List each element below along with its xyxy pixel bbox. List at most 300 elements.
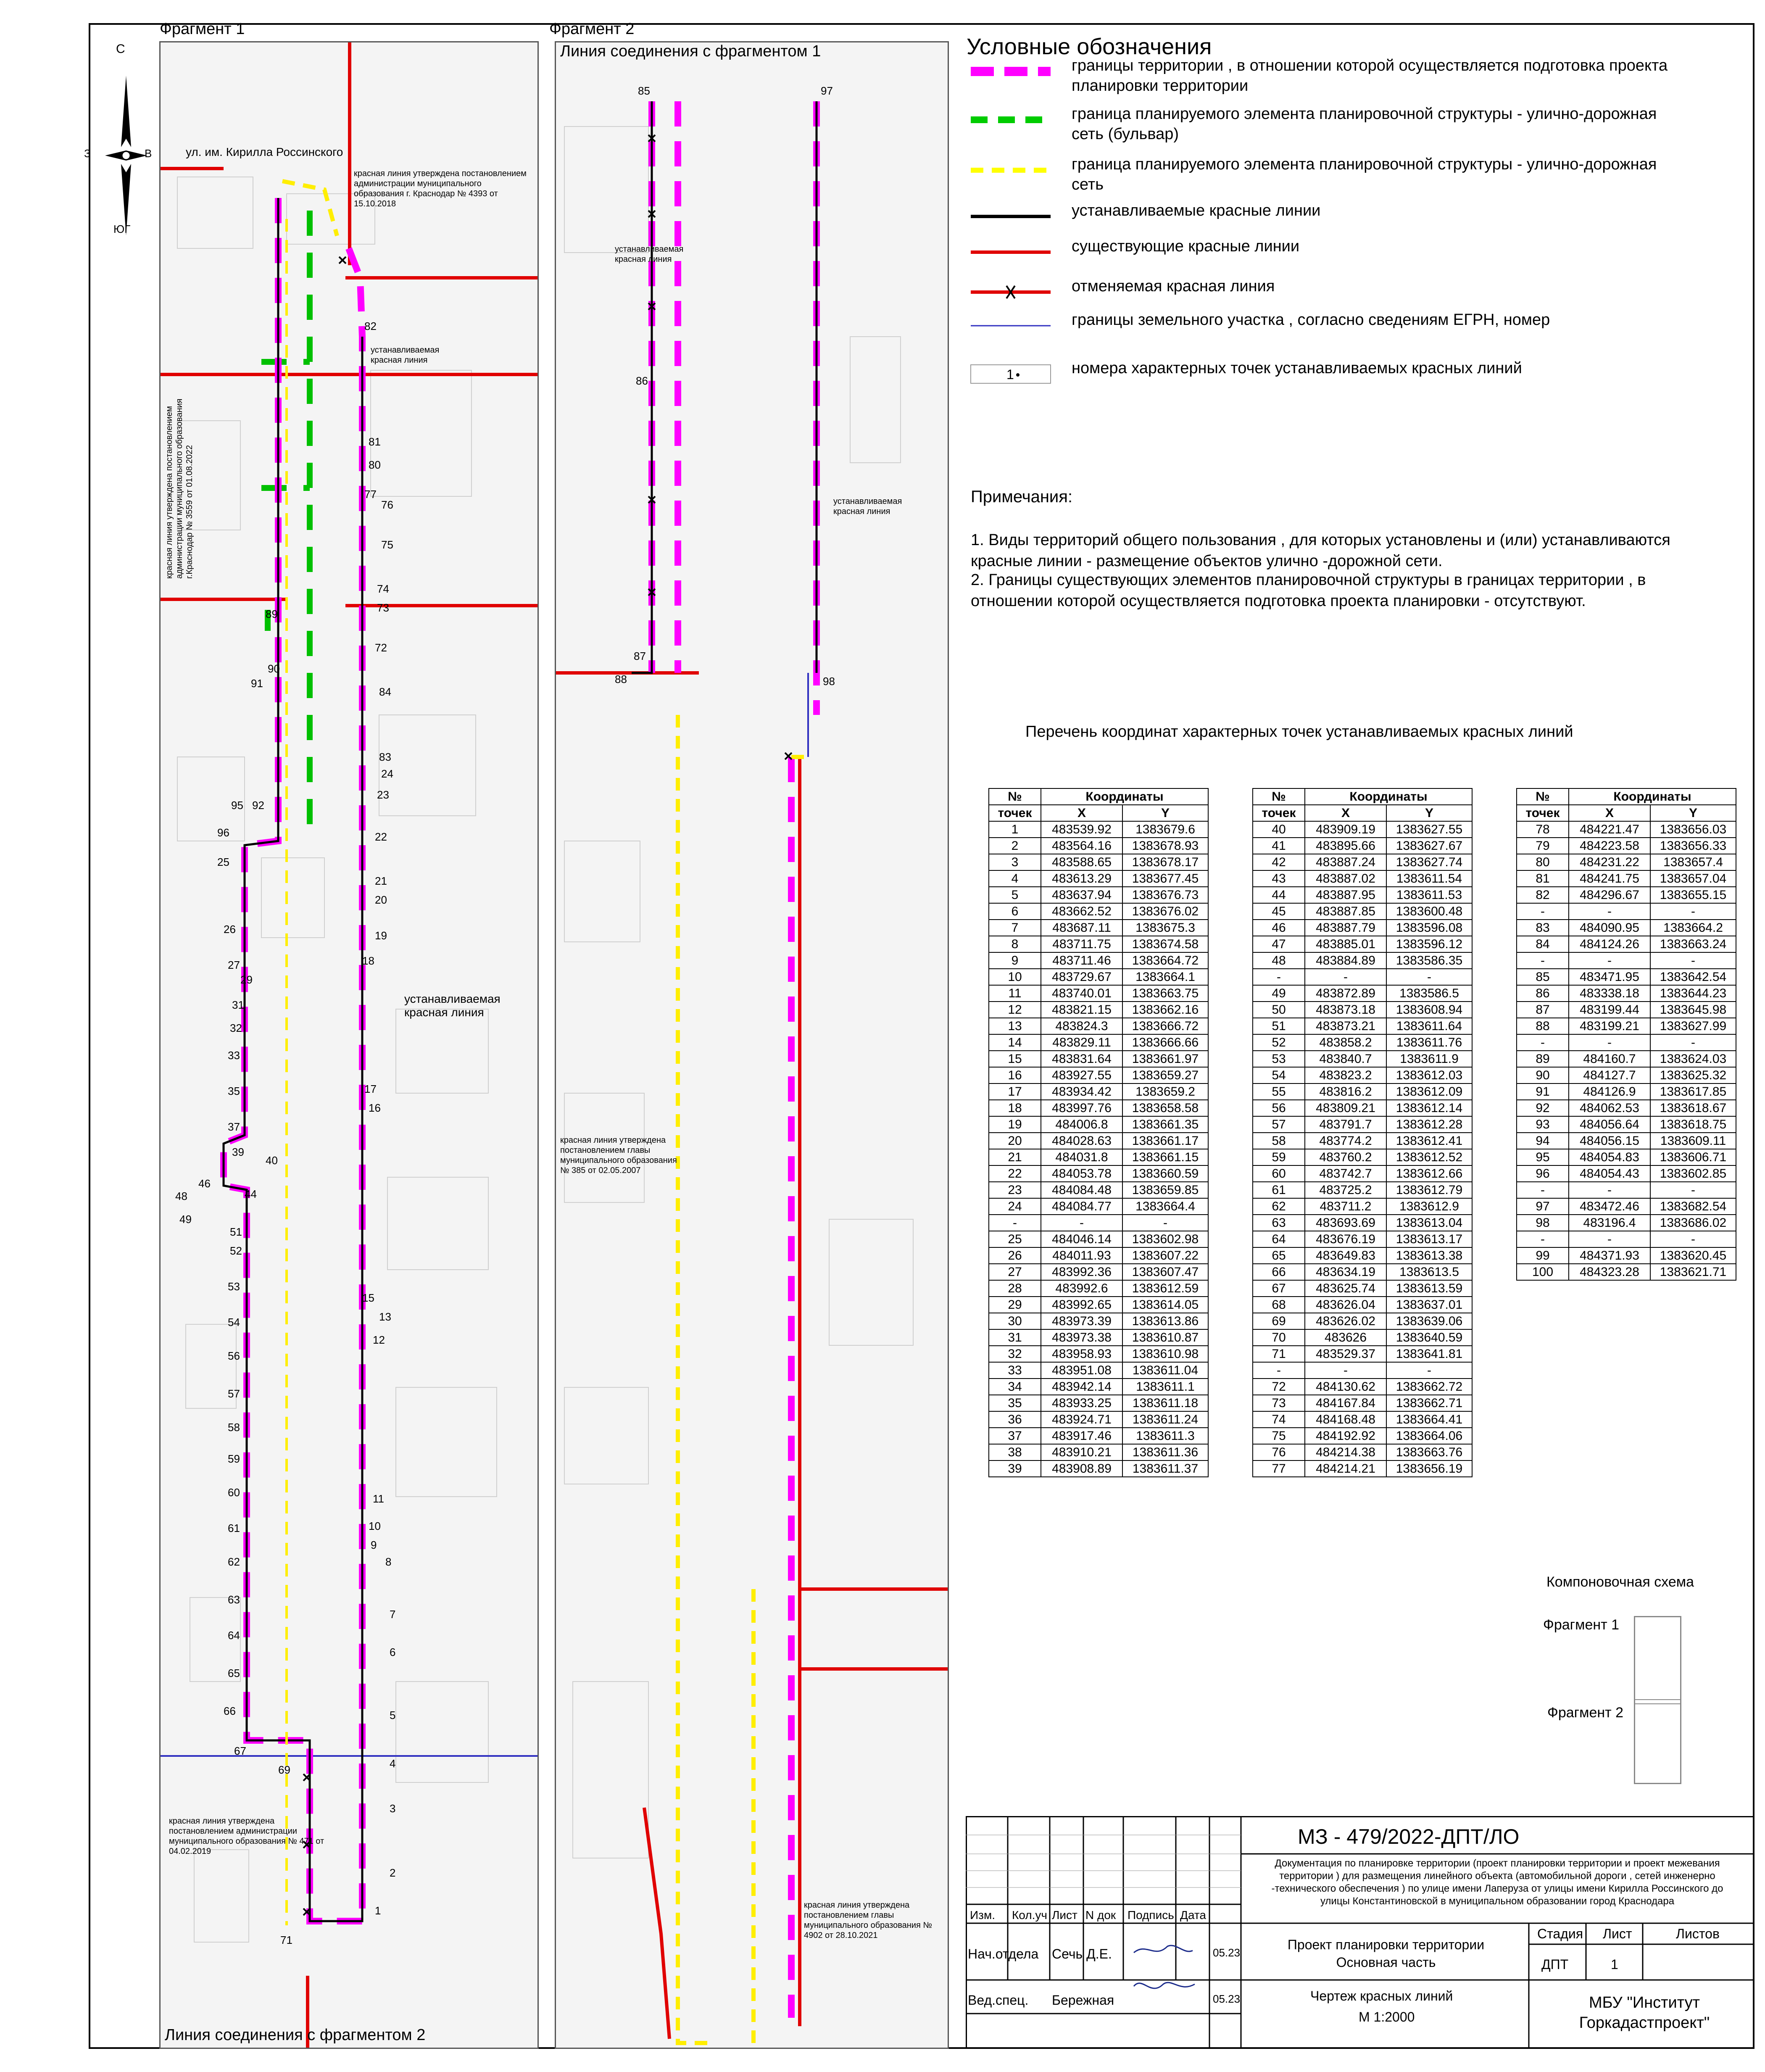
point-label-46: 46 <box>198 1177 211 1190</box>
point-num: 90 <box>1517 1067 1569 1083</box>
point-num: - <box>989 1215 1041 1231</box>
point-label-56: 56 <box>228 1350 240 1362</box>
coords-subheader-row <box>1253 805 1472 821</box>
coord-x: 483924.71 <box>1041 1411 1122 1428</box>
point-num: 77 <box>1253 1460 1305 1477</box>
point-num: 69 <box>1253 1313 1305 1329</box>
point-label-40: 40 <box>266 1154 278 1167</box>
fragment2-installed-label-1: устанавливаемая красная линия <box>615 245 684 264</box>
point-num: 93 <box>1517 1116 1569 1133</box>
coord-x: 483858.2 <box>1305 1034 1386 1051</box>
legend-text-5: существующие красные линии <box>1072 237 1300 255</box>
project-title: Проект планировки территории Основная часть <box>1287 1937 1485 1970</box>
fragment2-installed-label-2: устанавливаемая красная линия <box>833 497 902 516</box>
coord-x: 483687.11 <box>1041 920 1122 936</box>
coord-x: 483908.89 <box>1041 1460 1122 1477</box>
coord-y: 1383664.72 <box>1122 952 1208 969</box>
point-num: 96 <box>1517 1165 1569 1182</box>
point-label-98: 98 <box>823 675 835 688</box>
name-spec: Бережная <box>1052 1993 1114 2008</box>
coord-x: 484371.93 <box>1569 1247 1650 1264</box>
coord-y: 1383611.76 <box>1386 1034 1472 1051</box>
point-num: 97 <box>1517 1198 1569 1215</box>
point-num: 34 <box>989 1379 1041 1395</box>
coord-x: 484192.92 <box>1305 1428 1386 1444</box>
coord-y: 1383611.9 <box>1386 1051 1472 1067</box>
table-row <box>1253 821 1472 838</box>
point-label-84: 84 <box>379 685 391 698</box>
col-num2: точек <box>989 805 1041 821</box>
point-label-53: 53 <box>228 1280 240 1293</box>
coord-x: 483840.7 <box>1305 1051 1386 1067</box>
coord-x: - <box>1305 969 1386 985</box>
point-label-83: 83 <box>379 751 391 763</box>
coord-y: 1383613.17 <box>1386 1231 1472 1247</box>
coord-x: 483823.2 <box>1305 1067 1386 1083</box>
coord-x: 484221.47 <box>1569 821 1650 838</box>
legend-text-1: границы территории , в отношении которой осуществляется подготовка проекта планировки территории <box>1072 57 1668 95</box>
point-label-32: 32 <box>230 1022 242 1034</box>
coord-y: 1383612.52 <box>1386 1149 1472 1165</box>
coord-y: 1383586.35 <box>1386 952 1472 969</box>
table-row <box>989 1149 1208 1165</box>
stage-header: Стадия <box>1537 1926 1583 1941</box>
coord-y: 1383608.94 <box>1386 1002 1472 1018</box>
table-row <box>1253 1182 1472 1198</box>
coord-y: 1383656.33 <box>1650 838 1736 854</box>
point-num: 9 <box>989 952 1041 969</box>
table-row <box>1517 1133 1736 1149</box>
point-num: 23 <box>989 1182 1041 1198</box>
point-label-52: 52 <box>230 1244 242 1257</box>
fragment1-installed-label-2: устанавливаемая красная линия <box>404 992 501 1019</box>
coords-header-row <box>989 788 1208 805</box>
point-label-67: 67 <box>234 1745 246 1757</box>
point-num: 13 <box>989 1018 1041 1034</box>
coord-y: 1383663.76 <box>1386 1444 1472 1460</box>
table-row <box>989 936 1208 952</box>
point-num: 86 <box>1517 985 1569 1002</box>
point-num: 65 <box>1253 1247 1305 1264</box>
coord-x: 484167.84 <box>1305 1395 1386 1411</box>
point-num: 27 <box>989 1264 1041 1280</box>
coord-x: 483973.39 <box>1041 1313 1122 1329</box>
coord-y: 1383611.18 <box>1122 1395 1208 1411</box>
point-num: 66 <box>1253 1264 1305 1280</box>
coord-x: 483676.19 <box>1305 1231 1386 1247</box>
table-row <box>989 1362 1208 1379</box>
point-num: 10 <box>989 969 1041 985</box>
coord-x: 484323.28 <box>1569 1264 1650 1280</box>
coord-y: 1383664.1 <box>1122 969 1208 985</box>
coord-y: 1383607.47 <box>1122 1264 1208 1280</box>
coord-y: 1383666.66 <box>1122 1034 1208 1051</box>
coord-x: - <box>1305 1362 1386 1379</box>
point-label-20: 20 <box>375 894 387 906</box>
coords-table-2 <box>1252 788 1473 1477</box>
coord-x: 483895.66 <box>1305 838 1386 854</box>
point-num: 75 <box>1253 1428 1305 1444</box>
compass-south: ЮГ <box>113 223 131 235</box>
point-label-82: 82 <box>364 320 377 332</box>
coord-y: 1383664.4 <box>1122 1198 1208 1215</box>
point-num: 16 <box>989 1067 1041 1083</box>
coord-y: 1383656.19 <box>1386 1460 1472 1477</box>
point-label-61: 61 <box>228 1522 240 1534</box>
table-row <box>989 1116 1208 1133</box>
coord-y: 1383614.05 <box>1122 1297 1208 1313</box>
coord-x: 483199.21 <box>1569 1018 1650 1034</box>
point-num: 24 <box>989 1198 1041 1215</box>
fragment2-note-bottom: красная линия утверждена постановлением главы муниципального образования № 4902 от 28.10.2021 <box>804 1901 932 1940</box>
point-label-60: 60 <box>228 1486 240 1499</box>
coord-x: 483529.37 <box>1305 1346 1386 1362</box>
point-num: 54 <box>1253 1067 1305 1083</box>
point-num: 6 <box>989 903 1041 920</box>
table-row <box>1517 854 1736 870</box>
table-row <box>989 1264 1208 1280</box>
coord-x: 483588.65 <box>1041 854 1122 870</box>
coord-y: 1383612.14 <box>1386 1100 1472 1116</box>
table-row <box>1253 920 1472 936</box>
point-label-3: 3 <box>390 1802 396 1815</box>
point-num: 79 <box>1517 838 1569 854</box>
point-label-29: 29 <box>240 973 253 986</box>
coord-x: 483910.21 <box>1041 1444 1122 1460</box>
coord-y: 1383611.1 <box>1122 1379 1208 1395</box>
coord-y: 1383656.03 <box>1650 821 1736 838</box>
point-num: 52 <box>1253 1034 1305 1051</box>
table-row <box>1517 1051 1736 1067</box>
table-row <box>1253 903 1472 920</box>
point-label-89: 89 <box>266 608 278 620</box>
point-num: 42 <box>1253 854 1305 870</box>
table-row <box>1253 1362 1472 1379</box>
table-row <box>1517 1165 1736 1182</box>
point-num: 78 <box>1517 821 1569 838</box>
table-row <box>1253 1264 1472 1280</box>
point-num: 35 <box>989 1395 1041 1411</box>
compass-north: С <box>116 42 125 56</box>
legend-symbol-4 <box>967 204 1055 229</box>
point-num: 38 <box>989 1444 1041 1460</box>
point-num: 80 <box>1517 854 1569 870</box>
point-num: 30 <box>989 1313 1041 1329</box>
table-row <box>989 1100 1208 1116</box>
legend-text-8: номера характерных точек устанавливаемых красных линий <box>1072 359 1522 377</box>
point-num: 49 <box>1253 985 1305 1002</box>
coord-y: 1383610.87 <box>1122 1329 1208 1346</box>
drawing-title: Чертеж красных линий <box>1310 1988 1453 2003</box>
col-num: № <box>1517 788 1569 805</box>
point-label-62: 62 <box>228 1555 240 1568</box>
point-num: 33 <box>989 1362 1041 1379</box>
point-label-12: 12 <box>373 1334 385 1346</box>
table-row <box>1517 1034 1736 1051</box>
point-label-4: 4 <box>390 1757 396 1770</box>
table-row <box>1253 1198 1472 1215</box>
fragment1-note-left: красная линия утверждена постановлением администрации муниципального образования г.Краснодар № 3559 от 01.08.2022 <box>165 398 194 579</box>
table-row <box>1253 1100 1472 1116</box>
coord-x: 483196.4 <box>1569 1215 1650 1231</box>
point-label-1: 1 <box>375 1904 381 1917</box>
table-row <box>1253 887 1472 903</box>
point-num: 12 <box>989 1002 1041 1018</box>
coord-y: 1383664.2 <box>1650 920 1736 936</box>
table-row <box>1517 1182 1736 1198</box>
point-label-23: 23 <box>377 788 389 801</box>
coord-x: - <box>1041 1215 1122 1231</box>
fragment2-title: Фрагмент 2 <box>549 20 635 38</box>
coord-x: 483637.94 <box>1041 887 1122 903</box>
point-label-37: 37 <box>228 1120 240 1133</box>
point-num: 76 <box>1253 1444 1305 1460</box>
coord-x: 483199.44 <box>1569 1002 1650 1018</box>
fragment2-map <box>555 41 949 2049</box>
coord-x: - <box>1569 952 1650 969</box>
fragment1-installed-label-1: устанавливаемая красная линия <box>371 345 440 365</box>
table-row <box>1253 1165 1472 1182</box>
coord-x: 484054.83 <box>1569 1149 1650 1165</box>
coord-x: 483774.2 <box>1305 1133 1386 1149</box>
coord-y: 1383620.45 <box>1650 1247 1736 1264</box>
point-num: 36 <box>989 1411 1041 1428</box>
point-num: - <box>1253 1362 1305 1379</box>
table-row <box>989 1165 1208 1182</box>
coord-x: 483824.3 <box>1041 1018 1122 1034</box>
coord-y: - <box>1650 1231 1736 1247</box>
table-row <box>1517 1002 1736 1018</box>
table-row <box>989 1313 1208 1329</box>
table-row <box>989 1002 1208 1018</box>
coord-y: 1383645.98 <box>1650 1002 1736 1018</box>
compass <box>84 42 152 240</box>
coord-y: 1383655.15 <box>1650 887 1736 903</box>
coord-y: 1383612.41 <box>1386 1133 1472 1149</box>
table-row <box>1517 1067 1736 1083</box>
table-row <box>1253 952 1472 969</box>
legend-symbol-2 <box>967 107 1055 132</box>
point-label-26: 26 <box>224 923 236 936</box>
point-label-71: 71 <box>280 1934 292 1946</box>
coord-x: 483626.04 <box>1305 1297 1386 1313</box>
table-row <box>1517 952 1736 969</box>
table-row <box>1253 1051 1472 1067</box>
coord-y: 1383609.11 <box>1650 1133 1736 1149</box>
coord-y: 1383606.71 <box>1650 1149 1736 1165</box>
col-x: X <box>1305 805 1386 821</box>
sheets-header: Листов <box>1676 1926 1720 1941</box>
coord-y: - <box>1650 952 1736 969</box>
coords-header-row <box>1253 788 1472 805</box>
legend-symbol-8 <box>967 361 1055 387</box>
point-num: 8 <box>989 936 1041 952</box>
coord-y: 1383641.81 <box>1386 1346 1472 1362</box>
legend-text-3: граница планируемого элемента планировочной структуры - улично-дорожная сеть <box>1072 156 1657 193</box>
coord-y: 1383586.5 <box>1386 985 1472 1002</box>
point-label-91: 91 <box>251 677 263 690</box>
table-row <box>1517 1018 1736 1034</box>
point-num: 28 <box>989 1280 1041 1297</box>
point-num: 82 <box>1517 887 1569 903</box>
point-label-25: 25 <box>217 856 229 868</box>
coord-y: 1383621.71 <box>1650 1264 1736 1280</box>
point-num: 71 <box>1253 1346 1305 1362</box>
coord-x: 484214.38 <box>1305 1444 1386 1460</box>
stamp-header-1: Изм. <box>970 1909 995 1922</box>
point-label-63: 63 <box>228 1593 240 1606</box>
coord-x: 484127.7 <box>1569 1067 1650 1083</box>
point-label-39: 39 <box>232 1146 244 1158</box>
table-row <box>1517 969 1736 985</box>
coord-y: 1383602.85 <box>1650 1165 1736 1182</box>
table-row <box>989 969 1208 985</box>
fragment1-map-svg <box>161 42 539 2049</box>
point-label-16: 16 <box>369 1102 381 1114</box>
point-num: 11 <box>989 985 1041 1002</box>
svg-text:1: 1 <box>1006 367 1014 382</box>
coord-y: 1383644.23 <box>1650 985 1736 1002</box>
coord-x: 483934.42 <box>1041 1083 1122 1100</box>
coords-table-1 <box>988 788 1209 1477</box>
coord-y: 1383624.03 <box>1650 1051 1736 1067</box>
coord-x: 484214.21 <box>1305 1460 1386 1477</box>
col-num: № <box>989 788 1041 805</box>
point-num: - <box>1517 952 1569 969</box>
point-label-92: 92 <box>252 799 264 812</box>
coord-y: 1383627.74 <box>1386 854 1472 870</box>
notes-heading: Примечания: <box>971 488 1073 506</box>
fragment2-top-link: Линия соединения с фрагментом 1 <box>560 42 821 60</box>
coord-x: 484168.48 <box>1305 1411 1386 1428</box>
point-label-6: 6 <box>390 1646 396 1658</box>
scheme-fragment2: Фрагмент 2 <box>1547 1705 1624 1721</box>
point-num: 59 <box>1253 1149 1305 1165</box>
coord-y: 1383618.75 <box>1650 1116 1736 1133</box>
table-row <box>1253 1428 1472 1444</box>
col-coords: Координаты <box>1569 788 1736 805</box>
coord-y: 1383662.71 <box>1386 1395 1472 1411</box>
point-label-69: 69 <box>278 1764 290 1776</box>
coord-x: 483887.02 <box>1305 870 1386 887</box>
table-row <box>989 1067 1208 1083</box>
coord-y: 1383611.24 <box>1122 1411 1208 1428</box>
coord-y: 1383662.16 <box>1122 1002 1208 1018</box>
stamp-header-2: Кол.уч <box>1012 1909 1047 1922</box>
table-row <box>1253 838 1472 854</box>
legend-text-2: граница планируемого элемента планировочной структуры - улично-дорожная сеть (бульвар) <box>1072 105 1657 143</box>
legend-text-6: отменяемая красная линия <box>1072 277 1275 295</box>
doc-code: МЗ - 479/2022-ДПТ/ЛО <box>1298 1825 1520 1848</box>
coord-x: 483873.21 <box>1305 1018 1386 1034</box>
coords-header-row <box>1517 788 1736 805</box>
coord-y: 1383613.86 <box>1122 1313 1208 1329</box>
point-label-13: 13 <box>379 1310 391 1323</box>
fragment1-bottom-link: Линия соединения с фрагментом 2 <box>165 2026 426 2044</box>
table-row <box>989 821 1208 838</box>
point-num: 67 <box>1253 1280 1305 1297</box>
point-label-65: 65 <box>228 1667 240 1679</box>
table-row <box>1517 870 1736 887</box>
point-num: 46 <box>1253 920 1305 936</box>
col-num2: точек <box>1517 805 1569 821</box>
coord-y: 1383676.73 <box>1122 887 1208 903</box>
coord-x: 483958.93 <box>1041 1346 1122 1362</box>
point-num: 74 <box>1253 1411 1305 1428</box>
coord-x: 483711.75 <box>1041 936 1122 952</box>
table-row <box>1253 969 1472 985</box>
note-2: 2. Границы существующих элементов планировочной структуры в границах территории , в отношении которой осуществляется подготовка проекта планировки - отсутствуют. <box>971 571 1646 610</box>
table-row <box>1253 936 1472 952</box>
table-row <box>989 1215 1208 1231</box>
point-label-9: 9 <box>371 1539 377 1551</box>
point-num: 73 <box>1253 1395 1305 1411</box>
table-row <box>1517 1231 1736 1247</box>
point-label-80: 80 <box>369 459 381 471</box>
point-label-90: 90 <box>268 662 280 675</box>
point-label-64: 64 <box>228 1629 240 1642</box>
point-num: 87 <box>1517 1002 1569 1018</box>
point-num: 100 <box>1517 1264 1569 1280</box>
coord-x: 484296.67 <box>1569 887 1650 903</box>
role-spec: Вед.спец. <box>968 1993 1029 2008</box>
coord-y: 1383674.58 <box>1122 936 1208 952</box>
table-row <box>989 1297 1208 1313</box>
coord-x: 483662.52 <box>1041 903 1122 920</box>
table-row <box>1253 1149 1472 1165</box>
coord-x: 484124.26 <box>1569 936 1650 952</box>
point-label-86: 86 <box>636 374 648 387</box>
note-1: 1. Виды территорий общего пользования , для которых установлены и (или) устанавливаются красные линии - размещение объектов улично -дорожной сети. <box>971 531 1670 570</box>
table-row <box>989 838 1208 854</box>
coord-x: 484223.58 <box>1569 838 1650 854</box>
point-num: 63 <box>1253 1215 1305 1231</box>
point-num: 15 <box>989 1051 1041 1067</box>
coords-subheader-row <box>1517 805 1736 821</box>
coord-x: 483539.92 <box>1041 821 1122 838</box>
coord-y: 1383611.53 <box>1386 887 1472 903</box>
sheet-header: Лист <box>1603 1926 1632 1941</box>
coord-x: 483917.46 <box>1041 1428 1122 1444</box>
coord-y: 1383612.79 <box>1386 1182 1472 1198</box>
point-num: 18 <box>989 1100 1041 1116</box>
coord-x: 484053.78 <box>1041 1165 1122 1182</box>
table-row <box>989 1460 1208 1477</box>
table-row <box>1253 1018 1472 1034</box>
table-row <box>1253 985 1472 1002</box>
coord-x: 484231.22 <box>1569 854 1650 870</box>
coord-x: 483338.18 <box>1569 985 1650 1002</box>
point-num: 20 <box>989 1133 1041 1149</box>
point-num: 45 <box>1253 903 1305 920</box>
point-num: 98 <box>1517 1215 1569 1231</box>
point-num: 29 <box>989 1297 1041 1313</box>
point-num: 89 <box>1517 1051 1569 1067</box>
coord-x: 483992.65 <box>1041 1297 1122 1313</box>
coord-x: 483887.79 <box>1305 920 1386 936</box>
table-row <box>989 1428 1208 1444</box>
coord-y: 1383612.28 <box>1386 1116 1472 1133</box>
point-label-5: 5 <box>390 1709 396 1721</box>
point-num: 26 <box>989 1247 1041 1264</box>
point-label-44: 44 <box>245 1188 257 1200</box>
point-num: - <box>1517 903 1569 920</box>
table-row <box>1253 1346 1472 1362</box>
coord-y: 1383664.41 <box>1386 1411 1472 1428</box>
coord-x: 484130.62 <box>1305 1379 1386 1395</box>
coord-x: 483729.67 <box>1041 969 1122 985</box>
table-row <box>989 1444 1208 1460</box>
